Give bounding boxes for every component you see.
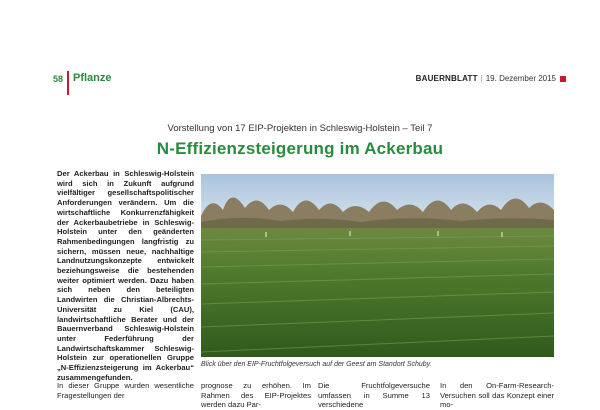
masthead-separator: | <box>480 74 483 83</box>
body-column-1: In dieser Gruppe wurden wesentliche Fragestellungen der <box>57 381 194 400</box>
publication-name: BAUERNBLATT <box>415 74 478 83</box>
body-column-2: prognose zu erhöhen. Im Rahmen des EIP-Projektes werden dazu Par- <box>201 381 311 410</box>
field-photo <box>201 174 554 357</box>
section-divider <box>67 71 69 95</box>
article-headline: N-Effizienzsteigerung im Ackerbau <box>156 139 444 158</box>
masthead <box>416 74 566 83</box>
masthead-marker <box>560 76 566 82</box>
page-number: 58 <box>53 74 64 84</box>
body-column-4: In den On-Farm-Research-Versuchen soll das Konzept einer mo- <box>440 381 554 410</box>
body-column-3: Die Fruchtfolgeversuche umfassen in Summe 13 verschiedene <box>318 381 430 410</box>
photo-caption: Blick über den EIP-Fruchtfolgeversuch auf der Geest am Standort Schuby. <box>201 361 432 368</box>
section-name: Pflanze <box>73 72 112 84</box>
issue-date: 19. Dezember 2015 <box>485 74 556 83</box>
article-lead: Der Ackerbau in Schleswig-Holstein wird sich in Zukunft aufgrund vielfältiger gesellschaftspolitischer Anforderungen verändern. Um die wirtschaftliche Konkurrenzfähigkeit der Ackerbaubetriebe in Schleswig-Holstein unter den geänderten Rahmenbedingungen langfristig zu sichern, müssen neue, nachhaltige Landnutzungskonzepte entwickelt beziehungsweise die bestehenden weiter optimiert werden. Dazu haben sich neben den beteiligten Landwirten die Christian-Albrechts-Universität zu Kiel (CAU), landwirtschaftliche Berater und der Bauernverband Schleswig-Holstein unter Federführung der Landwirtschaftskammer Schleswig-Holstein zur operationellen Gruppe „N-Effizienzsteigerung im Ackerbau“ zusammengefunden. <box>57 169 194 382</box>
article-kicker: Vorstellung von 17 EIP-Projekten in Schleswig-Holstein – Teil 7 <box>167 123 433 134</box>
